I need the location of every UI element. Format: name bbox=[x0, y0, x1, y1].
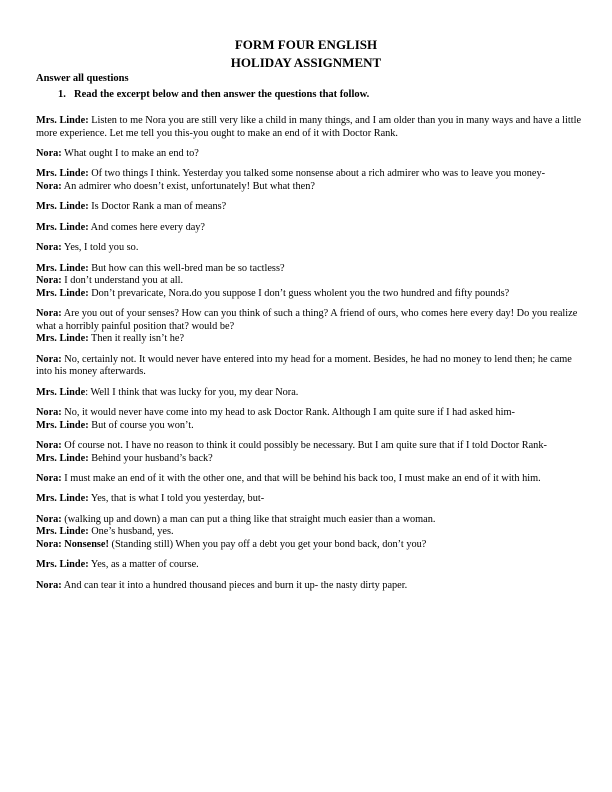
dialogue-line bbox=[36, 493, 582, 506]
speaker: Nora: bbox=[36, 539, 62, 550]
title-line-1: FORM FOUR ENGLISH bbox=[234, 37, 378, 52]
line-text: Then it really isn’t he? bbox=[88, 333, 185, 345]
speaker: Mrs. Linde: bbox=[36, 287, 89, 299]
line-text: Of two things I think. Yesterday you talked some nonsense about a rich admirer who was to leave you money- bbox=[88, 168, 546, 180]
dialogue-line bbox=[36, 148, 582, 161]
dialogue-line bbox=[36, 407, 582, 420]
speaker: Mrs. Linde: bbox=[36, 493, 89, 505]
speaker: Mrs. Linde: bbox=[36, 115, 89, 126]
dialogue-line bbox=[36, 201, 582, 214]
dialogue-excerpt bbox=[36, 115, 582, 592]
dialogue-line bbox=[36, 181, 582, 194]
dialogue-line bbox=[36, 275, 582, 288]
dialogue-line bbox=[36, 222, 582, 235]
speaker: Mrs. Linde: bbox=[36, 262, 89, 274]
line-text: (walking up and down) a man can put a thing like that straight much easier than a woman. bbox=[61, 513, 436, 525]
dialogue-line bbox=[36, 288, 582, 301]
speaker: Nora: bbox=[36, 308, 62, 320]
line-text: : Well I think that was lucky for you, my dear Nora. bbox=[85, 386, 299, 398]
dialogue-line bbox=[36, 580, 582, 593]
speaker: Mrs. Linde: bbox=[36, 419, 89, 431]
speaker: Nora: bbox=[36, 275, 62, 287]
line-text: Of course not. I have no reason to think it could possibly be necessary. But I am quite sure that if I told Doctor Rank- bbox=[61, 440, 547, 452]
line-text: Is Doctor Rank a man of means? bbox=[88, 201, 227, 213]
speaker: Nora: bbox=[36, 473, 62, 485]
dialogue-line bbox=[36, 263, 582, 276]
title-line-2: HOLIDAY ASSIGNMENT bbox=[230, 55, 382, 70]
line-text: Yes, I told you so. bbox=[61, 242, 139, 254]
speaker: Nora: bbox=[36, 353, 62, 365]
dialogue-line bbox=[36, 115, 582, 140]
dialogue-line bbox=[36, 514, 582, 527]
speaker: Mrs. Linde: bbox=[36, 559, 89, 571]
line-text: But how can this well-bred man be so tactless? bbox=[88, 262, 285, 274]
dialogue-line bbox=[36, 308, 582, 333]
emphasis-text: Nonsense! bbox=[61, 539, 109, 550]
speaker: Mrs. Linde: bbox=[36, 221, 89, 233]
question-text: Read the excerpt below and then answer the questions that follow. bbox=[74, 89, 370, 100]
dialogue-line bbox=[36, 453, 582, 466]
speaker: Nora: bbox=[36, 407, 62, 419]
dialogue-line bbox=[36, 168, 582, 181]
line-text: One’s husband, yes. bbox=[88, 526, 174, 538]
speaker: Nora: bbox=[36, 440, 62, 452]
dialogue-line bbox=[36, 387, 582, 400]
speaker: Nora: bbox=[36, 180, 62, 192]
instructions: Answer all questions bbox=[36, 73, 129, 84]
line-text: I don’t understand you at all. bbox=[61, 275, 184, 287]
speaker: Mrs. Linde: bbox=[36, 452, 89, 464]
dialogue-line bbox=[36, 526, 582, 539]
dialogue-line bbox=[36, 420, 582, 433]
line-text: Are you out of your senses? How can you think of such a thing? A friend of ours, who comes here every day! Do you realize what a horribly painful position that? would be? bbox=[36, 308, 578, 332]
line-text: Yes, as a matter of course. bbox=[88, 559, 199, 571]
dialogue-line bbox=[36, 559, 582, 572]
line-text: Don’t prevaricate, Nora.do you suppose I don’t guess wholent you the two hundred and fifty pounds? bbox=[88, 287, 510, 299]
line-text: And comes here every day? bbox=[88, 221, 206, 233]
dialogue-line bbox=[36, 354, 582, 379]
speaker: Nora: bbox=[36, 513, 62, 525]
dialogue-line bbox=[36, 333, 582, 346]
speaker: Nora: bbox=[36, 147, 62, 159]
line-text: Listen to me Nora you are still very like a child in many things, and I am older than you in many ways and have a little more experience. Let me tell you this-you ought to make an end of it with Doctor Rank. bbox=[36, 115, 582, 139]
speaker: Nora: bbox=[36, 242, 62, 254]
line-text: Behind your husband’s back? bbox=[88, 452, 213, 464]
line-text: No, it would never have come into my head to ask Doctor Rank. Although I am quite sure if I had asked him- bbox=[61, 407, 515, 419]
speaker: Mrs. Linde: bbox=[36, 526, 89, 538]
dialogue-line bbox=[36, 440, 582, 453]
speaker: Mrs. Linde: bbox=[36, 168, 89, 180]
speaker: Mrs. Linde: bbox=[36, 333, 89, 345]
line-text: I must make an end of it with the other one, and that will be behind his back too, I must make an end of it with him. bbox=[61, 473, 541, 485]
speaker: Mrs. Linde bbox=[36, 386, 86, 398]
line-text: What ought I to make an end to? bbox=[61, 147, 199, 159]
line-text: But of course you won’t. bbox=[88, 419, 194, 431]
line-text: Yes, that is what I told you yesterday, but- bbox=[88, 493, 265, 505]
speaker: Nora: bbox=[36, 579, 62, 591]
dialogue-line bbox=[36, 539, 582, 552]
line-text: No, certainly not. It would never have entered into my head for a moment. Besides, he had no money to lend then; he came into his money afterwards. bbox=[36, 353, 572, 378]
question-1 bbox=[58, 89, 369, 101]
line-text: (Standing still) When you pay off a debt you get your bond back, don’t you? bbox=[108, 539, 427, 550]
dialogue-line bbox=[36, 242, 582, 255]
dialogue-line bbox=[36, 473, 582, 486]
line-text: An admirer who doesn’t exist, unfortunately! But what then? bbox=[61, 180, 315, 192]
line-text: And can tear it into a hundred thousand pieces and burn it up- the nasty dirty paper. bbox=[61, 579, 408, 591]
speaker: Mrs. Linde: bbox=[36, 201, 89, 213]
question-number: 1. bbox=[58, 89, 66, 100]
